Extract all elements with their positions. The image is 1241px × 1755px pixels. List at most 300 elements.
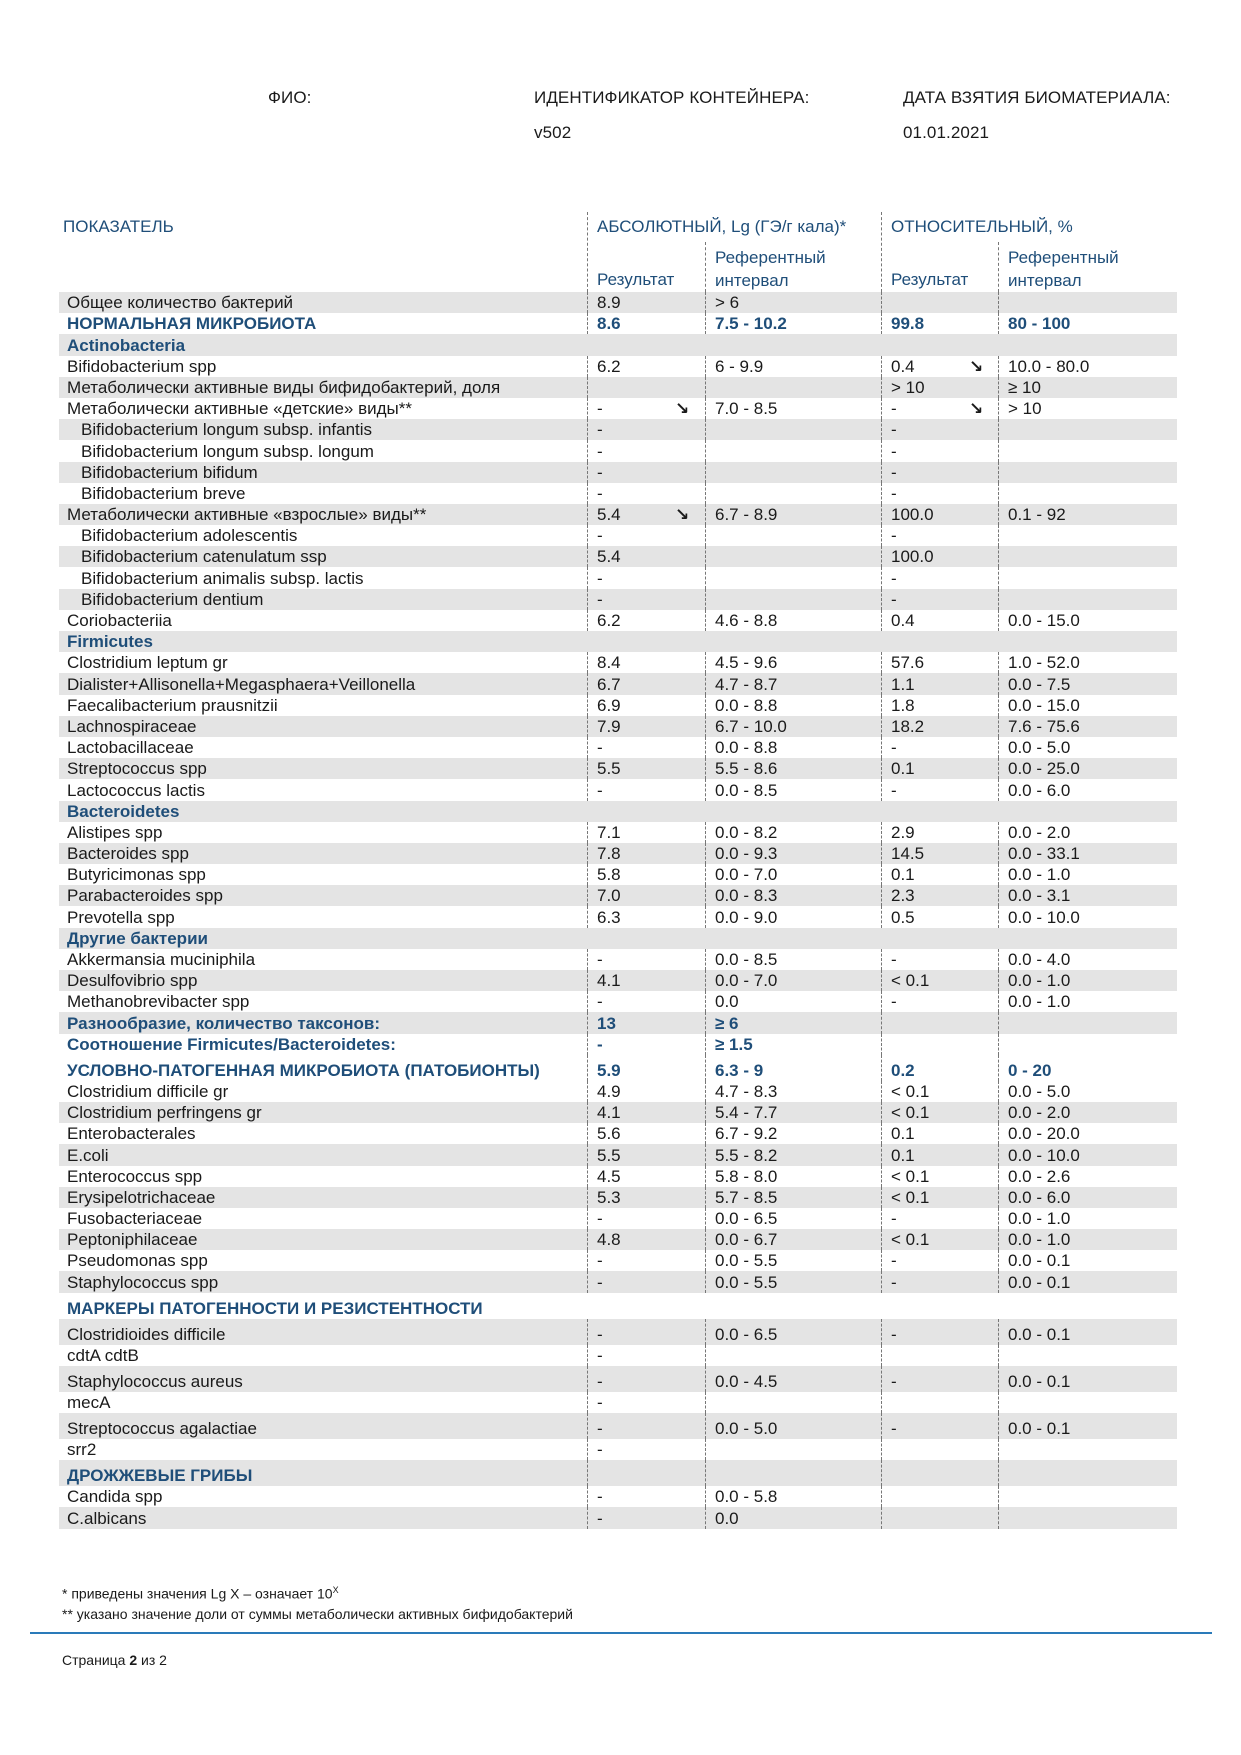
column-divider (998, 864, 999, 885)
absolute-reference: 0.0 - 8.3 (715, 886, 778, 906)
column-divider (998, 398, 999, 419)
column-divider (881, 1166, 882, 1187)
column-divider (705, 504, 706, 525)
column-divider (587, 1208, 588, 1229)
table-row (59, 737, 1177, 758)
relative-reference: 0.0 - 10.0 (1008, 1145, 1080, 1165)
column-divider (705, 991, 706, 1012)
column-divider (705, 1166, 706, 1187)
table-row (59, 610, 1177, 631)
column-divider (881, 864, 882, 885)
column-divider (705, 1012, 706, 1033)
column-divider (705, 779, 706, 800)
table-section-row (59, 1055, 1177, 1081)
column-divider (587, 906, 588, 927)
relative-reference: 0.0 - 0.1 (1008, 1324, 1071, 1344)
column-divider (705, 822, 706, 843)
column-divider (998, 843, 999, 864)
column-divider (881, 1208, 882, 1229)
table-row (59, 1439, 1177, 1460)
relative-result: 100.0 (891, 505, 934, 525)
table-row (59, 1229, 1177, 1250)
column-divider (998, 1208, 999, 1229)
column-divider (881, 1034, 882, 1055)
absolute-result: - (597, 1419, 603, 1438)
column-divider (587, 212, 588, 292)
relative-result: - (891, 1251, 897, 1271)
column-divider (587, 567, 588, 588)
relative-result: 2.3 (891, 886, 915, 906)
column-divider (587, 1413, 588, 1439)
column-divider (881, 779, 882, 800)
column-divider (881, 483, 882, 504)
relative-reference: 0.0 - 7.5 (1008, 674, 1071, 694)
column-divider (881, 949, 882, 970)
column-divider (587, 313, 588, 334)
column-divider (881, 885, 882, 906)
indicator-name: УСЛОВНО-ПАТОГЕННАЯ МИКРОБИОТА (ПАТОБИОНТЫ) (67, 1060, 540, 1080)
indicator-name: Faecalibacterium prausnitzii (67, 695, 278, 715)
table-row (59, 462, 1177, 483)
column-divider (998, 970, 999, 991)
table-body (59, 292, 1177, 1529)
absolute-reference: 0.0 - 6.5 (715, 1209, 778, 1229)
absolute-result: 7.0 (597, 886, 621, 906)
below-range-arrow-icon: ↘ (969, 399, 984, 419)
table-row (59, 864, 1177, 885)
column-divider (998, 716, 999, 737)
column-divider (587, 1392, 588, 1413)
below-range-arrow-icon: ↘ (675, 399, 690, 419)
column-divider (587, 419, 588, 440)
column-divider (881, 1413, 882, 1439)
column-divider (587, 377, 588, 398)
column-divider (705, 1187, 706, 1208)
column-divider (705, 843, 706, 864)
absolute-reference: 4.7 - 8.3 (715, 1081, 778, 1101)
relative-reference: 0.0 - 15.0 (1008, 611, 1080, 630)
relative-result: 2.9 (891, 822, 915, 842)
column-divider (587, 1439, 588, 1460)
table-row (59, 843, 1177, 864)
column-divider (705, 1250, 706, 1271)
column-divider (881, 1439, 882, 1460)
absolute-reference: ≥ 1.5 (715, 1034, 753, 1054)
absolute-result: 4.9 (597, 1081, 621, 1101)
column-header-rel-result: Результат (891, 270, 969, 289)
below-range-arrow-icon: ↘ (969, 356, 984, 376)
footer-divider (30, 1632, 1212, 1634)
table-group-row (59, 631, 1177, 652)
absolute-result: 5.3 (597, 1187, 621, 1207)
table-row (59, 949, 1177, 970)
page-current: 2 (129, 1652, 138, 1668)
column-divider (998, 610, 999, 631)
table-row (59, 525, 1177, 546)
indicator-name: Parabacteroides spp (67, 886, 223, 906)
column-divider (587, 864, 588, 885)
absolute-reference: 0.0 - 4.5 (715, 1371, 778, 1391)
column-divider (587, 949, 588, 970)
table-section-row (59, 1293, 1177, 1319)
table-row (59, 652, 1177, 673)
absolute-reference: 0.0 - 5.0 (715, 1419, 778, 1438)
table-row (59, 1166, 1177, 1187)
table-row (59, 1413, 1177, 1439)
relative-reference: > 10 (1008, 399, 1042, 419)
column-divider (998, 991, 999, 1012)
absolute-result: 5.5 (597, 1145, 621, 1165)
absolute-result: - (597, 568, 603, 588)
column-divider (705, 1413, 706, 1439)
table-row (59, 716, 1177, 737)
absolute-result: - (597, 1272, 603, 1292)
column-divider (881, 1271, 882, 1292)
column-divider (881, 906, 882, 927)
column-divider (587, 610, 588, 631)
column-divider (587, 885, 588, 906)
indicator-name: Bifidobacterium adolescentis (81, 526, 298, 546)
relative-result: 0.5 (891, 907, 915, 927)
column-divider (881, 695, 882, 716)
column-divider (998, 1055, 999, 1081)
table-row (59, 567, 1177, 588)
column-divider (587, 673, 588, 694)
table-row (59, 398, 1177, 419)
table-row (59, 673, 1177, 694)
absolute-result: 5.4 (597, 505, 621, 525)
column-header-rel-reference (1008, 246, 1148, 292)
relative-result: - (891, 526, 897, 546)
indicator-name: srr2 (67, 1440, 97, 1460)
indicator-name: Clostridium leptum gr (67, 653, 228, 673)
column-divider (587, 440, 588, 461)
table-row (59, 504, 1177, 525)
column-divider (587, 546, 588, 567)
absolute-result: - (597, 1371, 603, 1391)
relative-reference: 0.0 - 1.0 (1008, 1209, 1071, 1229)
column-divider (998, 1166, 999, 1187)
column-divider (705, 695, 706, 716)
column-divider (587, 1345, 588, 1366)
relative-reference: 1.0 - 52.0 (1008, 653, 1080, 673)
absolute-reference: 0.0 - 9.3 (715, 844, 778, 864)
table-row (59, 1208, 1177, 1229)
relative-reference: ≥ 10 (1008, 377, 1041, 397)
relative-result: < 0.1 (891, 971, 930, 991)
column-divider (881, 1055, 882, 1081)
column-divider (705, 1319, 706, 1345)
indicator-name: Candida spp (67, 1487, 163, 1507)
table-row (59, 822, 1177, 843)
indicator-name: Bifidobacterium animalis subsp. lactis (81, 568, 364, 588)
column-divider (998, 1392, 999, 1413)
absolute-result: 4.1 (597, 971, 621, 991)
column-divider (705, 610, 706, 631)
table-row (59, 546, 1177, 567)
relative-result: 0.4 (891, 356, 915, 376)
absolute-reference: 6.7 - 10.0 (715, 716, 787, 736)
relative-result: < 0.1 (891, 1103, 930, 1123)
absolute-result: - (597, 526, 603, 546)
relative-reference: 0.0 - 0.1 (1008, 1272, 1071, 1292)
column-divider (587, 1507, 588, 1528)
column-divider (998, 377, 999, 398)
column-divider (881, 504, 882, 525)
column-divider (587, 1081, 588, 1102)
absolute-reference: 6.7 - 8.9 (715, 505, 778, 525)
column-divider (998, 1319, 999, 1345)
relative-reference: 80 - 100 (1008, 314, 1071, 334)
relative-result: 100.0 (891, 547, 934, 567)
indicator-name: Firmicutes (67, 632, 153, 652)
column-divider (587, 970, 588, 991)
column-divider (881, 525, 882, 546)
column-divider (705, 652, 706, 673)
relative-reference: 0.0 - 0.1 (1008, 1371, 1071, 1391)
relative-reference: 0.0 - 6.0 (1008, 1187, 1071, 1207)
table-section-row (59, 313, 1177, 334)
absolute-reference: 4.6 - 8.8 (715, 611, 778, 630)
column-divider (998, 1366, 999, 1392)
absolute-reference: 0.0 - 7.0 (715, 865, 778, 885)
column-header-indicator: ПОКАЗАТЕЛЬ (63, 217, 174, 236)
abs-ref-line2: интервал (715, 271, 789, 290)
column-divider (705, 885, 706, 906)
column-divider (705, 440, 706, 461)
column-divider (998, 822, 999, 843)
table-row (59, 695, 1177, 716)
column-divider (705, 1392, 706, 1413)
column-divider (705, 1507, 706, 1528)
column-divider (881, 970, 882, 991)
column-divider (587, 652, 588, 673)
column-divider (881, 737, 882, 758)
column-divider (705, 1345, 706, 1366)
indicator-name: Methanobrevibacter spp (67, 992, 250, 1012)
table-row (59, 1271, 1177, 1292)
table-group-row (59, 928, 1177, 949)
absolute-result: 4.5 (597, 1166, 621, 1186)
table-section-row (59, 1034, 1177, 1055)
table-row (59, 1250, 1177, 1271)
indicator-name: Lactobacillaceae (67, 738, 194, 758)
column-divider (881, 610, 882, 631)
table-row (59, 1392, 1177, 1413)
absolute-reference: 0.0 - 5.5 (715, 1251, 778, 1271)
relative-reference: 0.0 - 1.0 (1008, 865, 1071, 885)
column-divider (998, 1123, 999, 1144)
column-divider (705, 525, 706, 546)
column-divider (587, 1187, 588, 1208)
column-divider (998, 652, 999, 673)
absolute-result: 6.7 (597, 674, 621, 694)
column-divider (587, 1144, 588, 1165)
sample-date-value: 01.01.2021 (903, 123, 990, 142)
indicator-name: Streptococcus spp (67, 759, 207, 779)
column-divider (705, 292, 706, 313)
column-divider (998, 949, 999, 970)
table-row (59, 483, 1177, 504)
indicator-name: Bifidobacterium breve (81, 483, 246, 503)
column-divider (998, 885, 999, 906)
absolute-result: - (597, 1324, 603, 1344)
column-divider (705, 1208, 706, 1229)
column-divider (705, 567, 706, 588)
absolute-reference: 0.0 - 8.5 (715, 950, 778, 969)
column-divider (587, 779, 588, 800)
absolute-result: - (597, 1209, 603, 1229)
indicator-name: Общее количество бактерий (67, 293, 294, 313)
table-row (59, 356, 1177, 377)
absolute-result: 5.5 (597, 759, 621, 779)
column-divider (705, 1123, 706, 1144)
indicator-name: Coriobacteriia (67, 611, 172, 630)
table-row (59, 991, 1177, 1012)
absolute-reference: 0.0 - 7.0 (715, 971, 778, 991)
column-divider (998, 1034, 999, 1055)
column-divider (998, 419, 999, 440)
column-divider (881, 673, 882, 694)
indicator-name: МАРКЕРЫ ПАТОГЕННОСТИ И РЕЗИСТЕНТНОСТИ (67, 1298, 483, 1318)
indicator-name: Pseudomonas spp (67, 1251, 208, 1271)
column-divider (587, 1460, 588, 1486)
relative-result: 57.6 (891, 653, 925, 673)
column-divider (998, 483, 999, 504)
relative-result: - (891, 1419, 897, 1438)
table-row (59, 589, 1177, 610)
absolute-result: 8.9 (597, 293, 621, 313)
indicator-name: Clostridium difficile gr (67, 1081, 229, 1101)
relative-reference: 0.1 - 92 (1008, 505, 1066, 525)
column-divider (998, 673, 999, 694)
column-divider (705, 1102, 706, 1123)
relative-reference: 0.0 - 33.1 (1008, 844, 1080, 864)
column-divider (587, 1034, 588, 1055)
column-divider (998, 1345, 999, 1366)
relative-reference: 0.0 - 1.0 (1008, 971, 1071, 991)
relative-result: < 0.1 (891, 1081, 930, 1101)
column-divider (587, 1012, 588, 1033)
table-row (59, 419, 1177, 440)
column-divider (705, 1366, 706, 1392)
column-divider (705, 313, 706, 334)
absolute-result: 5.4 (597, 547, 621, 567)
absolute-reference: 5.4 - 7.7 (715, 1103, 778, 1123)
column-divider (587, 1486, 588, 1507)
column-divider (998, 462, 999, 483)
relative-result: 0.1 (891, 865, 915, 885)
column-divider (998, 1187, 999, 1208)
indicator-name: Метаболически активные «взрослые» виды** (67, 505, 427, 525)
column-divider (881, 758, 882, 779)
relative-reference: 0.0 - 1.0 (1008, 1230, 1071, 1250)
absolute-result: - (597, 399, 603, 419)
column-divider (587, 504, 588, 525)
indicator-name: Bacteroidetes (67, 801, 180, 821)
absolute-result: 7.8 (597, 844, 621, 864)
relative-reference: 0.0 - 5.0 (1008, 738, 1071, 758)
absolute-result: 5.8 (597, 865, 621, 885)
relative-result: 99.8 (891, 314, 925, 334)
column-divider (705, 419, 706, 440)
absolute-reference: 6.7 - 9.2 (715, 1124, 778, 1144)
relative-result: 1.1 (891, 674, 915, 694)
indicator-name: Bifidobacterium longum subsp. longum (81, 441, 374, 461)
page-prefix: Страница (62, 1652, 130, 1668)
indicator-name: Lachnospiraceae (67, 716, 197, 736)
patient-name-label: ФИО: (268, 88, 312, 107)
column-divider (587, 356, 588, 377)
column-divider (587, 398, 588, 419)
column-divider (881, 212, 882, 292)
column-divider (998, 356, 999, 377)
column-divider (998, 1081, 999, 1102)
column-divider (705, 970, 706, 991)
relative-result: - (891, 992, 897, 1012)
column-divider (705, 242, 706, 292)
column-divider (587, 1319, 588, 1345)
column-divider (587, 525, 588, 546)
relative-reference: 0.0 - 2.0 (1008, 822, 1071, 842)
absolute-reference: 7.5 - 10.2 (715, 314, 787, 334)
footnote-2: ** указано значение доли от суммы метаболически активных бифидобактерий (62, 1605, 573, 1622)
absolute-result: - (597, 1508, 603, 1528)
column-divider (998, 567, 999, 588)
column-divider (998, 242, 999, 292)
indicator-name: Butyricimonas spp (67, 865, 206, 885)
absolute-result: 4.8 (597, 1230, 621, 1250)
column-divider (705, 864, 706, 885)
absolute-result: 6.2 (597, 356, 621, 376)
relative-result: - (891, 1324, 897, 1344)
absolute-reference: 0.0 - 5.8 (715, 1487, 778, 1507)
column-divider (587, 292, 588, 313)
column-divider (705, 483, 706, 504)
column-divider (587, 1055, 588, 1081)
column-divider (705, 589, 706, 610)
column-divider (998, 779, 999, 800)
relative-result: - (891, 441, 897, 461)
abs-ref-line1: Референтный (715, 248, 826, 267)
absolute-result: 7.1 (597, 822, 621, 842)
container-id-label: ИДЕНТИФИКАТОР КОНТЕЙНЕРА: (534, 88, 810, 107)
column-header-relative: ОТНОСИТЕЛЬНЫЙ, % (891, 217, 1073, 236)
column-divider (998, 695, 999, 716)
relative-reference: 10.0 - 80.0 (1008, 356, 1090, 376)
table-row (59, 758, 1177, 779)
absolute-reference: 6 - 9.9 (715, 356, 764, 376)
column-divider (705, 1144, 706, 1165)
relative-result: 0.1 (891, 759, 915, 779)
absolute-result: - (597, 780, 603, 800)
relative-result: - (891, 589, 897, 609)
page-total: 2 (159, 1652, 167, 1668)
indicator-name: НОРМАЛЬНАЯ МИКРОБИОТА (67, 314, 317, 334)
absolute-result: - (597, 992, 603, 1012)
column-divider (998, 1144, 999, 1165)
absolute-result: - (597, 738, 603, 758)
relative-reference: 0.0 - 20.0 (1008, 1124, 1080, 1144)
indicator-name: Bifidobacterium dentium (81, 589, 264, 609)
column-divider (705, 716, 706, 737)
column-divider (587, 737, 588, 758)
absolute-reference: 5.8 - 8.0 (715, 1166, 778, 1186)
absolute-reference: 5.5 - 8.6 (715, 759, 778, 779)
column-divider (998, 1486, 999, 1507)
column-divider (998, 292, 999, 313)
column-divider (705, 949, 706, 970)
